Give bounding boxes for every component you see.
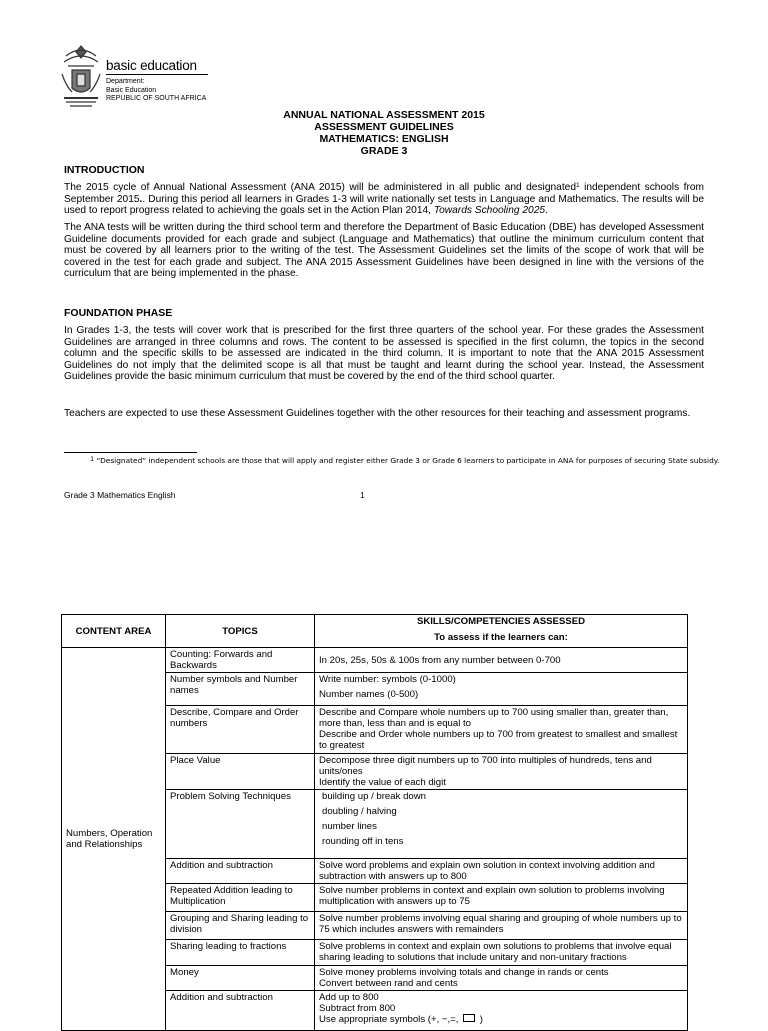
intro-heading: INTRODUCTION: [64, 164, 145, 176]
skills-cell: In 20s, 25s, 50s & 100s from any number between 0-700: [315, 648, 688, 673]
letterhead-line-2: Basic Education: [106, 86, 157, 94]
letterhead-line-1: Department:: [106, 78, 145, 85]
intro-paragraph-2: The ANA tests will be written during the third school term and therefore the Department of Basic Education (DBE) has developed Assessment Guideline documents provided for each grade and subject (Language and Mathematics) that outline the minimum curriculum content that must be covered by all learners prior to the writing of the test. The Assessment Guidelines set the limits of the scope of work that will be covered in the test for each grade and subject. The ANA 2015 Assessment Guidelines have been designed in line with the versions of the curriculum that are being implemented in the phase.: [64, 222, 704, 280]
topic-cell: Counting: Forwards and Backwards: [166, 648, 315, 673]
header-skills: SKILLS/COMPETENCIES ASSESSED To assess if the learners can:: [315, 615, 688, 648]
doc-title-line-1: ANNUAL NATIONAL ASSESSMENT 2015: [283, 109, 485, 121]
skills-cell: building up / break down doubling / halving number lines rounding off in tens: [315, 790, 688, 859]
topic-cell: Number symbols and Number names: [166, 673, 315, 706]
skills-cell: Decompose three digit numbers up to 700 into multiples of hundreds, tens and units/ones Identify the value of each digit: [315, 754, 688, 790]
footnote: $^1$ “Designated” independent schools are those that will apply and register either Grade 3 or Grade 6 learners to participate in ANA for purposes of securing State subsidy.: [90, 455, 720, 465]
doc-title-line-4: GRADE 3: [360, 145, 408, 157]
topic-cell: Money: [166, 966, 315, 991]
skills-cell: Solve number problems involving equal sharing and grouping of whole numbers up to 75 which includes answers with remainders: [315, 912, 688, 940]
topic-cell: Sharing leading to fractions: [166, 940, 315, 966]
skills-cell: Solve money problems involving totals and change in rands or cents Convert between rand and cents: [315, 966, 688, 991]
topic-cell: Describe, Compare and Order numbers: [166, 706, 315, 754]
topic-cell: Addition and subtraction: [166, 859, 315, 884]
skills-cell: Solve problems in context and explain own solutions to problems that involve equal sharing leading to solutions that include unitary and non-unitary fractions: [315, 940, 688, 966]
content-area-cell: Numbers, Operation and Relationships: [62, 648, 166, 1031]
footnote-rule: [64, 452, 197, 453]
topic-cell: Grouping and Sharing leading to division: [166, 912, 315, 940]
doc-title-line-3: MATHEMATICS: ENGLISH: [319, 133, 449, 145]
skills-cell: Write number: symbols (0-1000) Number names (0-500): [315, 673, 688, 706]
doc-title-line-2: ASSESSMENT GUIDELINES: [314, 121, 454, 133]
page-footer-label: Grade 3 Mathematics English: [64, 490, 176, 500]
header-topics: TOPICS: [166, 615, 315, 648]
skills-cell: Describe and Compare whole numbers up to 700 using smaller than, greater than, more than, less than and is equal to Describe and Order whole numbers up to 700 from greatest to smallest and smallest to greatest: [315, 706, 688, 754]
letterhead-rule: [106, 74, 208, 75]
foundation-paragraph-2: Teachers are expected to use these Assessment Guidelines together with the other resources for their teaching and assessment programs.: [64, 408, 691, 419]
letterhead-org: basic education: [106, 58, 197, 73]
topic-cell: Repeated Addition leading to Multiplication: [166, 884, 315, 912]
coat-of-arms-icon: [58, 42, 104, 114]
skills-cell: Add up to 800 Subtract from 800 Use appropriate symbols (+, −,=, ): [315, 991, 688, 1031]
header-content-area: CONTENT AREA: [62, 615, 166, 648]
table-header-row: [62, 615, 688, 648]
intro-paragraph-1: The 2015 cycle of Annual National Assessment (ANA 2015) will be administered in all public and designated$^1$ independent schools from September 2015.. During this period all learners in Grades 1-3 will write nationally set tests in Language and Mathematics. The results will be used to report progress related to achieving the goals set in the Action Plan 2014, Towards Schooling 2025.: [64, 182, 704, 217]
assessment-guidelines-table: [61, 614, 688, 1031]
box-symbol-icon: [463, 1014, 475, 1022]
letterhead-line-3: REPUBLIC OF SOUTH AFRICA: [106, 95, 207, 102]
foundation-paragraph-1: In Grades 1-3, the tests will cover work that is prescribed for the first three quarters of the school year. For these grades the Assessment Guidelines are arranged in three columns and rows. The content to be assessed is specified in the first column, the topics in the second column and the specific skills to be assessed are indicated in the third column. It is important to note that the ANA 2015 Assessment Guidelines do not imply that the delimited scope is all that must be taught and learnt during the school year. Instead, the Assessment Guidelines provide the basic minimum curriculum that must be covered by the end of the third school quarter.: [64, 325, 704, 383]
footnote-ref: 1: [575, 182, 580, 189]
topic-cell: Addition and subtraction: [166, 991, 315, 1031]
skills-cell: Solve number problems in context and explain own solution to problems involving multiplication with answers up to 75: [315, 884, 688, 912]
topic-cell: Problem Solving Techniques: [166, 790, 315, 859]
topic-cell: Place Value: [166, 754, 315, 790]
foundation-heading: FOUNDATION PHASE: [64, 307, 173, 319]
page-number: 1: [360, 490, 365, 500]
skills-cell: Solve word problems and explain own solution in context involving addition and subtraction with answers up to 800: [315, 859, 688, 884]
table-row: [62, 648, 688, 673]
